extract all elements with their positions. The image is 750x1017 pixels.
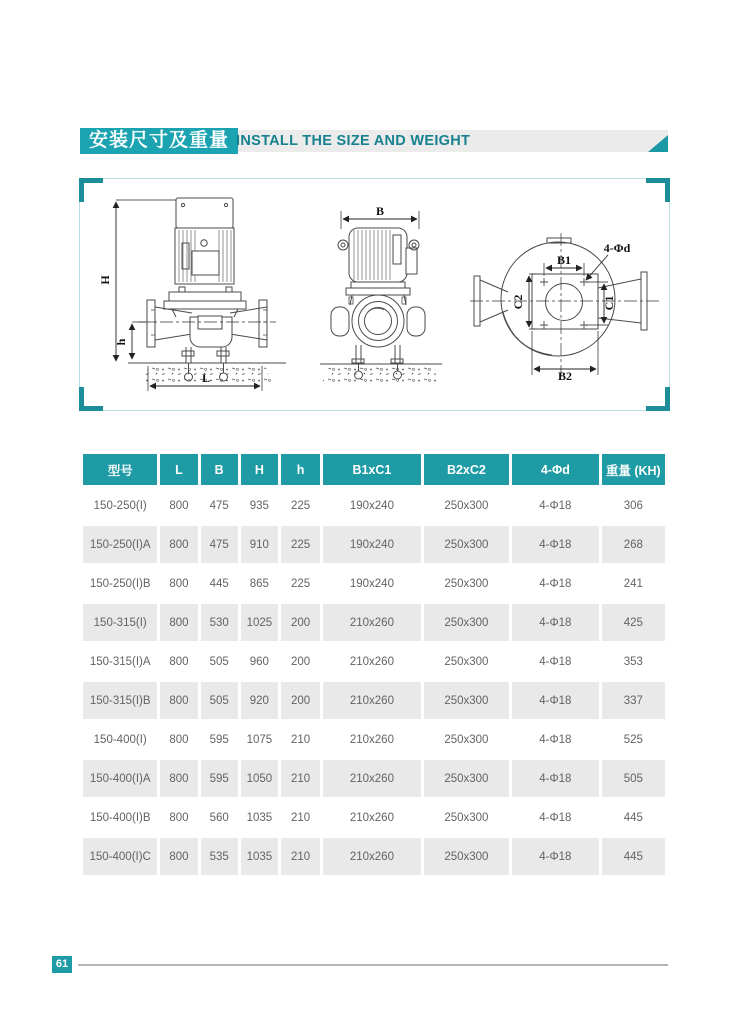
value-cell: 210 <box>281 721 320 758</box>
side-view-dimensions <box>116 200 262 391</box>
value-cell: 250x300 <box>424 799 509 836</box>
model-cell: 150-250(I) <box>83 487 157 524</box>
table-row <box>83 604 665 641</box>
value-cell: 225 <box>281 565 320 602</box>
model-cell: 150-400(I)C <box>83 838 157 875</box>
column-header: B1xC1 <box>323 454 421 485</box>
dim-label-bolt-holes: 4-Φd <box>603 241 631 255</box>
value-cell: 250x300 <box>424 487 509 524</box>
value-cell: 4-Φ18 <box>512 604 598 641</box>
value-cell: 210 <box>281 838 320 875</box>
value-cell: 225 <box>281 487 320 524</box>
column-header: L <box>160 454 197 485</box>
value-cell: 250x300 <box>424 604 509 641</box>
value-cell: 4-Φ18 <box>512 643 598 680</box>
value-cell: 210 <box>281 760 320 797</box>
table-row <box>83 643 665 680</box>
value-cell: 4-Φ18 <box>512 682 598 719</box>
model-cell: 150-400(I) <box>83 721 157 758</box>
value-cell: 250x300 <box>424 760 509 797</box>
dim-label-B2: B2 <box>557 369 573 383</box>
footer-rule <box>78 964 668 966</box>
value-cell: 800 <box>160 799 197 836</box>
value-cell: 4-Φ18 <box>512 760 598 797</box>
value-cell: 910 <box>241 526 278 563</box>
value-cell: 225 <box>281 526 320 563</box>
value-cell: 268 <box>602 526 665 563</box>
value-cell: 505 <box>201 682 238 719</box>
value-cell: 530 <box>201 604 238 641</box>
technical-drawing-frame <box>79 178 670 411</box>
value-cell: 1035 <box>241 799 278 836</box>
dim-label-C1: C1 <box>602 295 616 311</box>
model-cell: 150-250(I)A <box>83 526 157 563</box>
value-cell: 210 <box>281 799 320 836</box>
dim-label-h: h <box>114 338 128 346</box>
value-cell: 200 <box>281 643 320 680</box>
value-cell: 210x260 <box>323 721 421 758</box>
section-header <box>80 128 668 154</box>
value-cell: 505 <box>201 643 238 680</box>
model-cell: 150-315(I)A <box>83 643 157 680</box>
column-header: 重量 (KH) <box>602 454 665 485</box>
page-number-badge: 61 <box>52 956 72 973</box>
dim-label-H: H <box>98 275 112 285</box>
pump-side-view <box>128 198 286 383</box>
pump-drawings <box>80 179 669 410</box>
column-header: H <box>241 454 278 485</box>
table-row <box>83 487 665 524</box>
value-cell: 210x260 <box>323 682 421 719</box>
value-cell: 800 <box>160 526 197 563</box>
table-row <box>83 799 665 836</box>
value-cell: 250x300 <box>424 643 509 680</box>
value-cell: 1050 <box>241 760 278 797</box>
value-cell: 425 <box>602 604 665 641</box>
model-cell: 150-400(I)B <box>83 799 157 836</box>
value-cell: 445 <box>201 565 238 602</box>
value-cell: 250x300 <box>424 526 509 563</box>
value-cell: 1075 <box>241 721 278 758</box>
table-row <box>83 682 665 719</box>
table-header-row <box>83 454 665 485</box>
value-cell: 475 <box>201 487 238 524</box>
value-cell: 560 <box>201 799 238 836</box>
model-cell: 150-400(I)A <box>83 760 157 797</box>
model-cell: 150-250(I)B <box>83 565 157 602</box>
value-cell: 935 <box>241 487 278 524</box>
dim-label-B1: B1 <box>556 253 572 267</box>
value-cell: 4-Φ18 <box>512 565 598 602</box>
value-cell: 1035 <box>241 838 278 875</box>
dim-label-B: B <box>375 204 385 218</box>
value-cell: 190x240 <box>323 565 421 602</box>
value-cell: 210x260 <box>323 604 421 641</box>
value-cell: 800 <box>160 721 197 758</box>
table-body <box>83 487 665 875</box>
table-row <box>83 838 665 875</box>
value-cell: 250x300 <box>424 838 509 875</box>
column-header: h <box>281 454 320 485</box>
value-cell: 505 <box>602 760 665 797</box>
value-cell: 800 <box>160 682 197 719</box>
corner-triangle-icon <box>648 135 668 152</box>
value-cell: 200 <box>281 682 320 719</box>
value-cell: 800 <box>160 604 197 641</box>
value-cell: 190x240 <box>323 487 421 524</box>
value-cell: 250x300 <box>424 565 509 602</box>
section-title-zh: 安装尺寸及重量 <box>80 128 238 154</box>
table-row <box>83 565 665 602</box>
value-cell: 800 <box>160 838 197 875</box>
model-cell: 150-315(I) <box>83 604 157 641</box>
value-cell: 250x300 <box>424 721 509 758</box>
value-cell: 595 <box>201 760 238 797</box>
value-cell: 190x240 <box>323 526 421 563</box>
value-cell: 210x260 <box>323 799 421 836</box>
value-cell: 800 <box>160 760 197 797</box>
column-header: 型号 <box>83 454 157 485</box>
value-cell: 475 <box>201 526 238 563</box>
section-title-en: INSTALL THE SIZE AND WEIGHT <box>236 133 471 149</box>
table-row <box>83 721 665 758</box>
dim-label-C2: C2 <box>511 294 525 310</box>
value-cell: 250x300 <box>424 682 509 719</box>
column-header: 4-Φd <box>512 454 598 485</box>
pump-front-view <box>320 228 442 383</box>
value-cell: 920 <box>241 682 278 719</box>
value-cell: 865 <box>241 565 278 602</box>
value-cell: 210x260 <box>323 760 421 797</box>
value-cell: 800 <box>160 643 197 680</box>
value-cell: 306 <box>602 487 665 524</box>
value-cell: 525 <box>602 721 665 758</box>
value-cell: 800 <box>160 565 197 602</box>
table-row <box>83 526 665 563</box>
value-cell: 210x260 <box>323 838 421 875</box>
value-cell: 210x260 <box>323 643 421 680</box>
dim-label-L: L <box>201 371 211 385</box>
column-header: B2xC2 <box>424 454 509 485</box>
value-cell: 4-Φ18 <box>512 799 598 836</box>
value-cell: 445 <box>602 838 665 875</box>
value-cell: 353 <box>602 643 665 680</box>
value-cell: 4-Φ18 <box>512 721 598 758</box>
value-cell: 535 <box>201 838 238 875</box>
model-cell: 150-315(I)B <box>83 682 157 719</box>
value-cell: 4-Φ18 <box>512 487 598 524</box>
value-cell: 445 <box>602 799 665 836</box>
dimensions-table <box>80 452 668 877</box>
value-cell: 241 <box>602 565 665 602</box>
value-cell: 1025 <box>241 604 278 641</box>
plan-view-dimensions <box>529 255 608 375</box>
column-header: B <box>201 454 238 485</box>
value-cell: 800 <box>160 487 197 524</box>
value-cell: 960 <box>241 643 278 680</box>
value-cell: 595 <box>201 721 238 758</box>
value-cell: 337 <box>602 682 665 719</box>
value-cell: 4-Φ18 <box>512 838 598 875</box>
value-cell: 4-Φ18 <box>512 526 598 563</box>
table-row <box>83 760 665 797</box>
value-cell: 200 <box>281 604 320 641</box>
